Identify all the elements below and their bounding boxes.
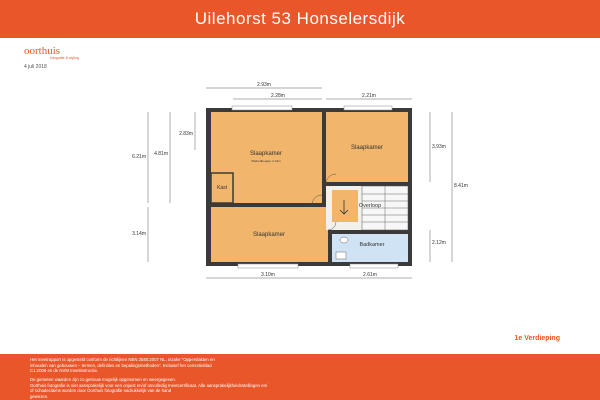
footer-line-6: of schadeclaims worden door Oorthuis fotografie nadrukkelijk van de hand [30,388,172,394]
dim-top-right: 2.21m [362,93,376,99]
dim-bottom-right: 2.61m [363,272,377,278]
label-slaapkamer-3: Slaapkamer [252,232,286,238]
footer-disclaimer [0,354,600,400]
footer-line-5: Oorthuis fotografie is niet aansprakelijk voor een onjuist en/of onvolledig meetcertificaat. Alle aansprakelijkheidsstellingen en/ [30,382,268,388]
label-plafondhoogte: Plafondhoogte: 2.41m [251,159,281,163]
dim-left-bottom: 3.14m [132,231,146,237]
sink-icon [336,252,346,259]
dim-top-left: 2.28m [271,93,285,99]
dim-left-outer: 6.21m [132,154,146,160]
logo-name: oorthuis [24,45,61,57]
toilet-icon [340,237,348,243]
dim-bottom-left: 3.10m [261,272,275,278]
footer-line-7: gewezen. [30,393,49,399]
room-overloop-fill [332,190,358,222]
label-badkamer: Badkamer [359,242,385,248]
dim-left-small: 2.83m [179,131,193,137]
logo-tagline: fotografie & styling [50,56,79,60]
label-overloop: Overloop [358,203,382,209]
footer-line-1: Het meetrapport is opgesteld conform de richtlijnen NEN 2580:2007 NL, inzake "Oppervlakten en [30,357,215,362]
dim-top-total: 2.93m [257,82,271,88]
report-date: 4 juli 2018 [24,64,47,70]
label-kast: Kast [216,185,228,191]
footer-line-2: inhouden van gebouwen – termen, definities en bepalingsmethoden". Inclusief het correctieblad [30,362,212,368]
footer-line-3: C1:2008 en de NVM meetinstructie. [30,368,99,374]
floor-label: 1e Verdieping [514,335,560,342]
footer-line-4: De gemeten waarden zijn zo getrouw mogelijk opgenomen en weergegeven. [30,377,176,382]
dim-left-inner: 4.81m [154,151,168,157]
dim-right-lower: 2.12m [432,240,446,246]
label-slaapkamer-1: Slaapkamer [249,151,283,157]
dim-right-outer: 8.41m [454,183,468,189]
label-slaapkamer-2: Slaapkamer [350,145,384,151]
dim-right-upper: 3.93m [432,144,446,150]
page-title: Uilehorst 53 Honselersdijk [194,9,406,28]
